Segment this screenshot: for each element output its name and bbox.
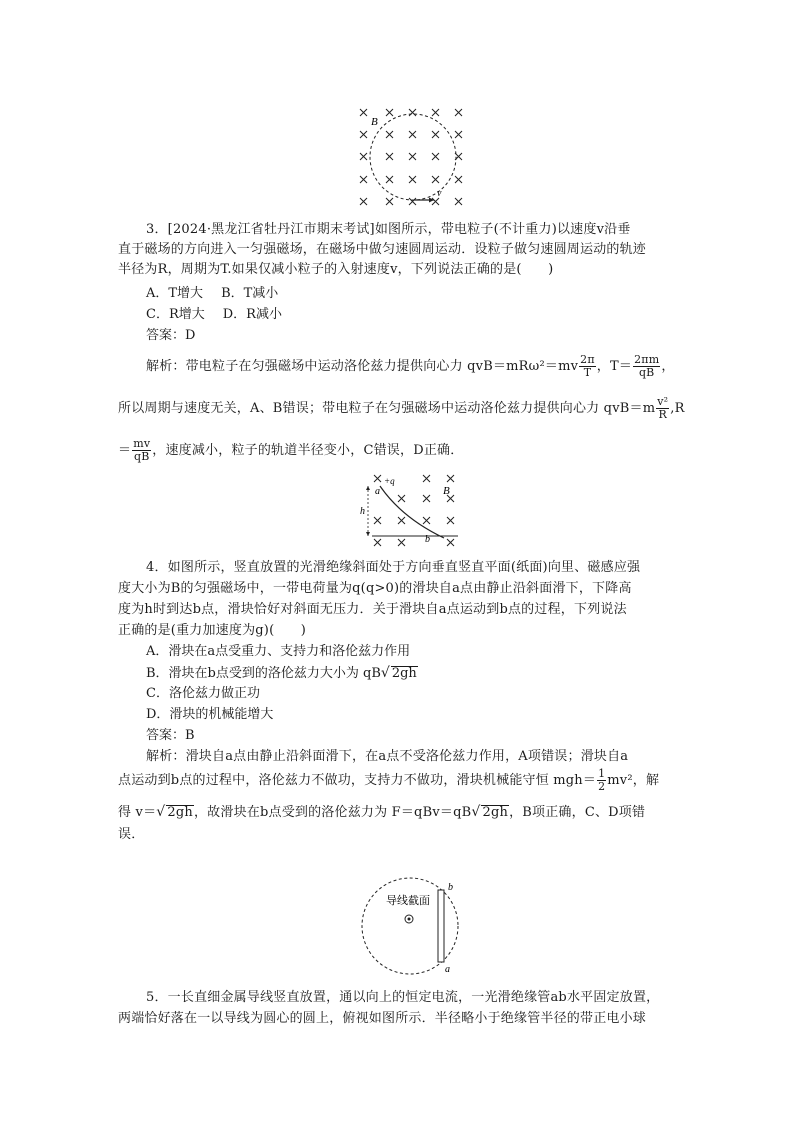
label-v: v [437,188,442,199]
q4-explanation-1: 解析：滑块自a点由静止沿斜面滑下，在a点不受洛伦兹力作用，A项错误；滑块自a [146,749,629,764]
figure-wire-tube [356,876,466,980]
sqrt-sign: √ [471,804,481,820]
fraction: $\frac{2\pi}{T}$ [580,353,595,379]
q4-option-c: C．洛伦兹力做正功 [146,686,260,701]
q3-expl-1-pre: 解析：带电粒子在匀强磁场中运动洛伦兹力提供向心力 qvB＝mRω²＝mv [146,359,579,374]
label-a: a [375,486,380,497]
label-plus-q: +q [384,476,395,486]
q4-option-b: B．滑块在b点受到的洛伦兹力大小为 qB√ 2gh [146,665,417,681]
q4-option-d: D．滑块的机械能增大 [146,707,274,722]
q4-line-1: 4．如图所示，竖直放置的光滑绝缘斜面处于方向垂直竖直平面(纸面)向里、磁感应强 [146,560,641,575]
q4-answer: 答案：B [146,728,195,743]
figure-incline-field [358,472,468,552]
figure-2-svg [358,472,468,552]
figure-magnetic-field-circle [352,100,472,212]
q3-options-ab [146,284,278,304]
figure-1-svg [352,100,472,212]
q3-line-1: 3．[2024·黑龙江省牡丹江市期末考试]如图所示，带电粒子(不计重力)以速度v沿垂 [146,222,631,237]
q3-answer: 答案：D [146,328,196,343]
q4-explanation-4: 误． [118,827,145,842]
q5-line-1: 5．一长直细金属导线竖直放置，通以向上的恒定电流，一光滑绝缘管ab水平固定放置， [146,990,660,1005]
q3-explanation-1: 解析：带电粒子在匀强磁场中运动洛伦兹力提供向心力 qvB＝mRω²＝mv $\frac{2\pi}{T}$ ，T＝ $\frac{2\pi m}{qB}$ ， [146,353,675,379]
label-B: B [371,116,378,128]
q3-expl-3-end: ，速度减小，粒子的轨道半径变小，C错误，D正确． [152,443,464,458]
q3-line-3: 半径为R，周期为T.如果仅减小粒子的入射速度v，下列说法正确的是( ) [118,262,554,277]
q3-option-a: A．T增大 [146,286,204,301]
fraction: $\frac{1}{2}$ [598,767,606,793]
label-B: B [443,485,450,497]
q3-line-2: 直于磁场的方向进入一匀强磁场，在磁场中做匀速圆周运动．设粒子做匀速圆周运动的轨迹 [118,242,647,257]
label-h: h [360,506,365,517]
q5-line-2: 两端恰好落在一以导线为圆心的圆上，俯视如图所示．半径略小于绝缘管半径的带正电小球 [118,1011,647,1026]
label-wire-section: 导线截面 [386,895,430,907]
label-b: b [448,882,453,893]
wire-dot [408,918,411,921]
q3-option-d: D．R减小 [222,307,282,322]
q3-option-c: C．R增大 [146,307,205,322]
insulating-tube [438,890,444,962]
q4-explanation-2: 点运动到b点的过程中，洛伦兹力不做功，支持力不做功，滑块机械能守恒 mgh＝ $\frac{1}{2}$ mv²，解 [118,767,660,793]
q4-line-2: 度大小为B的匀强磁场中，一带电荷量为q(q>0)的滑块自a点由静止沿斜面滑下，下降高 [118,581,632,596]
q3-options-cd [146,305,282,325]
q3-explanation-3: ＝ $\frac{mv}{qB}$ ，速度减小，粒子的轨道半径变小，C错误，D正确． [118,437,464,463]
q3-option-b: B．T减小 [221,286,279,301]
q4-line-4: 正确的是(重力加速度为g)( ) [118,623,307,638]
q4-explanation-3: 得 v＝√ 2gh，故滑块在b点受到的洛伦兹力为 F＝qBv＝qB√ 2gh，B项正确，C、D项错 [118,804,646,820]
q4-line-3: 度为h时到达b点，滑块恰好对斜面无压力．关于滑块自a点运动到b点的过程，下列说法 [118,602,627,617]
q4-option-a: A．滑块在a点受重力、支持力和洛伦兹力作用 [146,644,411,659]
q3-expl-1-mid: ，T＝ [596,359,633,374]
label-b: b [425,534,430,545]
sqrt-sign: √ [156,804,166,820]
fraction: $\frac{mv}{qB}$ [133,437,151,463]
velocity-arrowhead [429,198,434,203]
figure-3-svg [356,876,466,980]
q3-expl-2-pre: 所以周期与速度无关，A、B错误；带电粒子在匀强磁场中运动洛伦兹力提供向心力 qvB＝m [118,401,656,416]
q3-explanation-2: 所以周期与速度无关，A、B错误；带电粒子在匀强磁场中运动洛伦兹力提供向心力 qvB＝m $\frac{\text{v²}}{R}$ ,R [118,395,685,421]
sqrt-sign: √ [380,665,390,681]
fraction: $\frac{\text{v²}}{R}$ [657,395,669,421]
incline-curve [380,486,444,538]
fraction: $\frac{2\pi m}{qB}$ [634,353,660,379]
label-a: a [445,964,450,975]
